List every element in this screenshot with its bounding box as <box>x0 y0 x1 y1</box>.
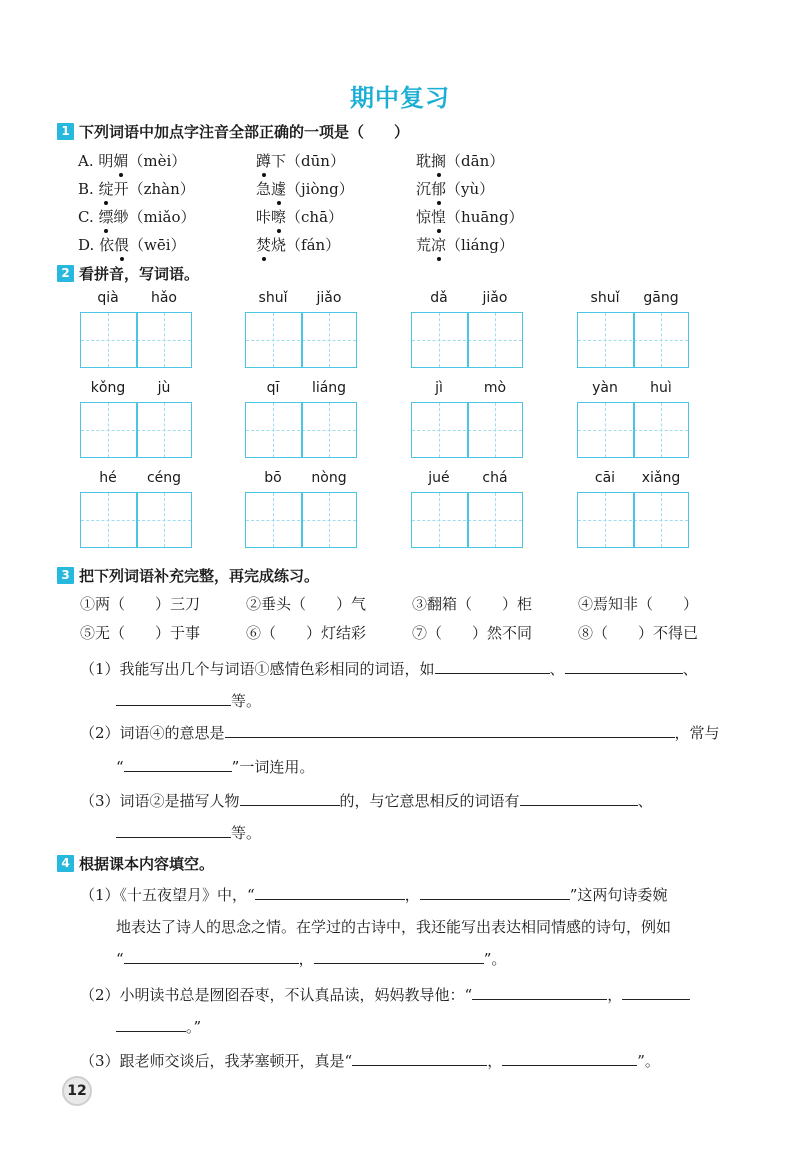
writing-grid[interactable] <box>577 402 689 458</box>
text: A. 明 <box>78 152 114 170</box>
q1-option-b-word1 <box>78 178 195 199</box>
q1-option-a-word2 <box>256 150 345 171</box>
text: ”。 <box>483 950 507 968</box>
text: C. <box>78 208 99 226</box>
text: （liáng） <box>446 236 514 254</box>
text: 急 <box>256 180 272 198</box>
q3-sub1-line2 <box>116 690 261 711</box>
q4-sub3-line1 <box>80 1050 660 1071</box>
text: （2）词语④的意思是 <box>80 724 225 742</box>
idiom-4: ④焉知非（ ） <box>578 595 699 613</box>
idiom-2: ②垂头（ ）气 <box>246 595 367 613</box>
text: （3）词语②是描写人物 <box>80 792 240 810</box>
pinyin-label: qī <box>266 380 280 396</box>
pinyin-label: nòng <box>311 470 347 486</box>
q4-sub1-line1 <box>80 884 667 905</box>
text: 。” <box>186 1018 202 1036</box>
pinyin-label: jù <box>157 380 171 396</box>
dotted-char: 郁 <box>431 180 447 198</box>
question-2-text: 看拼音，写词语。 <box>79 264 200 283</box>
writing-grid[interactable] <box>411 492 523 548</box>
question-1-header <box>57 120 409 142</box>
answer-blank[interactable] <box>565 659 683 674</box>
answer-blank[interactable] <box>622 985 690 1000</box>
question-1-text: 下列词语中加点字注音全部正确的一项是（ ） <box>79 122 410 141</box>
writing-grid[interactable] <box>80 312 192 368</box>
answer-blank[interactable] <box>420 885 570 900</box>
pinyin-label: kǒng <box>90 380 126 396</box>
text: （chā） <box>286 208 344 226</box>
question-3-header <box>57 564 319 586</box>
answer-blank[interactable] <box>124 949 299 964</box>
dotted-char: 蹲 <box>256 152 272 170</box>
text: ”一词连用。 <box>231 758 315 776</box>
pinyin-label: hǎo <box>150 290 178 306</box>
question-3-text: 把下列词语补充完整，再完成练习。 <box>79 566 320 585</box>
pinyin-label: qià <box>97 290 119 306</box>
text: ”。 <box>637 1052 660 1070</box>
dotted-char: 偎 <box>114 236 130 254</box>
text: 沉 <box>416 180 432 198</box>
text: 等。 <box>231 824 262 842</box>
question-2-header <box>57 262 199 284</box>
text: （huāng） <box>446 208 524 226</box>
idiom-7: ⑦（ ）然不同 <box>412 624 533 642</box>
question-4-header <box>57 852 214 874</box>
dotted-char: 搁 <box>431 152 447 170</box>
page-number: 12 <box>62 1076 92 1106</box>
text: （dān） <box>446 152 505 170</box>
q1-option-a-word3 <box>416 150 504 171</box>
writing-grid[interactable] <box>245 492 357 548</box>
q3-sub3-line2 <box>116 822 261 843</box>
writing-grid[interactable] <box>245 312 357 368</box>
pinyin-label: shuǐ <box>258 290 288 306</box>
pinyin-label: bō <box>264 470 282 486</box>
q4-sub1-line2: 地表达了诗人的思念之情。在学过的古诗中，我还能写出表达相同情感的诗句，例如 <box>116 918 672 936</box>
answer-blank[interactable] <box>472 985 607 1000</box>
writing-grid[interactable] <box>411 312 523 368</box>
answer-blank[interactable] <box>240 791 340 806</box>
pinyin-label: gāng <box>643 290 679 306</box>
text: 的，与它意思相反的词语有 <box>339 792 520 810</box>
pinyin-label: huì <box>650 380 672 396</box>
answer-blank[interactable] <box>435 659 550 674</box>
q1-option-b-word3 <box>416 178 494 199</box>
text: （3）跟老师交谈后，我茅塞顿开，真是“ <box>80 1052 353 1070</box>
pinyin-label: jì <box>435 380 443 396</box>
pinyin-label: shuǐ <box>590 290 620 306</box>
pinyin-label: jué <box>428 470 450 486</box>
idiom-6: ⑥（ ）灯结彩 <box>246 624 367 642</box>
dotted-char: 缥 <box>98 208 114 226</box>
dotted-char: 凉 <box>431 236 447 254</box>
writing-grid[interactable] <box>80 402 192 458</box>
q3-sub2-line1 <box>80 722 720 743</box>
text: 、 <box>637 792 653 810</box>
q1-option-c-word3 <box>416 206 524 227</box>
text: B. <box>78 180 99 198</box>
text: （yù） <box>446 180 495 198</box>
text: （1）我能写出几个与词语①感情色彩相同的词语，如 <box>80 660 435 678</box>
text: 缈（miǎo） <box>113 208 196 226</box>
q3-sub1-line1 <box>80 658 698 679</box>
answer-blank[interactable] <box>520 791 638 806</box>
pinyin-label: dǎ <box>430 290 448 306</box>
pinyin-label: céng <box>146 470 182 486</box>
pinyin-label: yàn <box>592 380 618 396</box>
q3-sub2-line2 <box>116 756 314 777</box>
dotted-char: 绽 <box>98 180 114 198</box>
text: ， <box>404 886 420 904</box>
idiom-8: ⑧（ ）不得已 <box>578 624 699 642</box>
text: 耽 <box>416 152 432 170</box>
text: 、 <box>682 660 698 678</box>
q1-option-d-word2 <box>256 234 340 255</box>
text: 、 <box>549 660 565 678</box>
answer-blank[interactable] <box>314 949 484 964</box>
text: （2）小明读书总是囫囵吞枣，不认真品读，妈妈教导他：“ <box>80 986 473 1004</box>
writing-grid[interactable] <box>411 402 523 458</box>
text: （jiòng） <box>286 180 354 198</box>
q3-sub3-line1 <box>80 790 653 811</box>
answer-blank[interactable] <box>124 757 232 772</box>
q1-option-c-word1 <box>78 206 196 227</box>
answer-blank[interactable] <box>352 1051 487 1066</box>
dotted-char: 嚓 <box>271 208 287 226</box>
text: 开（zhàn） <box>113 180 195 198</box>
q1-option-d-word3 <box>416 234 514 255</box>
q1-option-d-word1 <box>78 234 186 255</box>
text: （wēi） <box>129 236 186 254</box>
answer-blank[interactable] <box>225 723 675 738</box>
idiom-3: ③翻箱（ ）柜 <box>412 595 533 613</box>
pinyin-label: xiǎng <box>641 470 681 486</box>
text: 荒 <box>416 236 432 254</box>
text: （1）《十五夜望月》中，“ <box>80 886 255 904</box>
q4-sub2-line2 <box>116 1016 201 1037</box>
answer-blank[interactable] <box>255 885 405 900</box>
writing-grid[interactable] <box>245 402 357 458</box>
pinyin-label: mò <box>483 380 507 396</box>
idiom-1: ①两（ ）三刀 <box>80 595 201 613</box>
answer-blank[interactable] <box>116 823 231 838</box>
q1-option-c-word2 <box>256 206 343 227</box>
text: 等。 <box>231 692 262 710</box>
dotted-char: 媚 <box>113 152 129 170</box>
q4-sub2-line1 <box>80 984 690 1005</box>
pinyin-label: cāi <box>594 470 616 486</box>
q4-sub1-line3 <box>116 948 506 969</box>
text: D. 依 <box>78 236 115 254</box>
dotted-char: 遽 <box>271 180 287 198</box>
dotted-char: 焚 <box>256 236 272 254</box>
text: ， <box>298 950 314 968</box>
pinyin-label: jiǎo <box>316 290 342 306</box>
text: “ <box>116 950 124 968</box>
text: 烧（fán） <box>271 236 341 254</box>
pinyin-label: hé <box>99 470 117 486</box>
text: 咔 <box>256 208 272 226</box>
pinyin-label: jiǎo <box>482 290 508 306</box>
idiom-5: ⑤无（ ）于事 <box>80 624 201 642</box>
writing-grid[interactable] <box>577 492 689 548</box>
answer-blank[interactable] <box>116 1017 186 1032</box>
writing-grid[interactable] <box>80 492 192 548</box>
text: ， <box>487 1052 503 1070</box>
pinyin-label: chá <box>482 470 508 486</box>
dotted-char: 惶 <box>431 208 447 226</box>
page-title: 期中复习 <box>350 84 450 112</box>
q1-option-a-word1 <box>78 150 186 171</box>
text: 下（dūn） <box>271 152 345 170</box>
text: ”这两句诗委婉 <box>569 886 668 904</box>
text: ，常与 <box>674 724 720 742</box>
text: ， <box>607 986 623 1004</box>
question-number-badge: 3 <box>57 567 74 584</box>
text: （mèi） <box>128 152 187 170</box>
writing-grid[interactable] <box>577 312 689 368</box>
question-number-badge: 4 <box>57 855 74 872</box>
question-4-text: 根据课本内容填空。 <box>79 854 215 873</box>
question-number-badge: 2 <box>57 265 74 282</box>
q1-option-b-word2 <box>256 178 354 199</box>
text: “ <box>116 758 124 776</box>
answer-blank[interactable] <box>502 1051 637 1066</box>
answer-blank[interactable] <box>116 691 231 706</box>
text: 惊 <box>416 208 432 226</box>
pinyin-label: liáng <box>311 380 347 396</box>
question-number-badge: 1 <box>57 123 74 140</box>
